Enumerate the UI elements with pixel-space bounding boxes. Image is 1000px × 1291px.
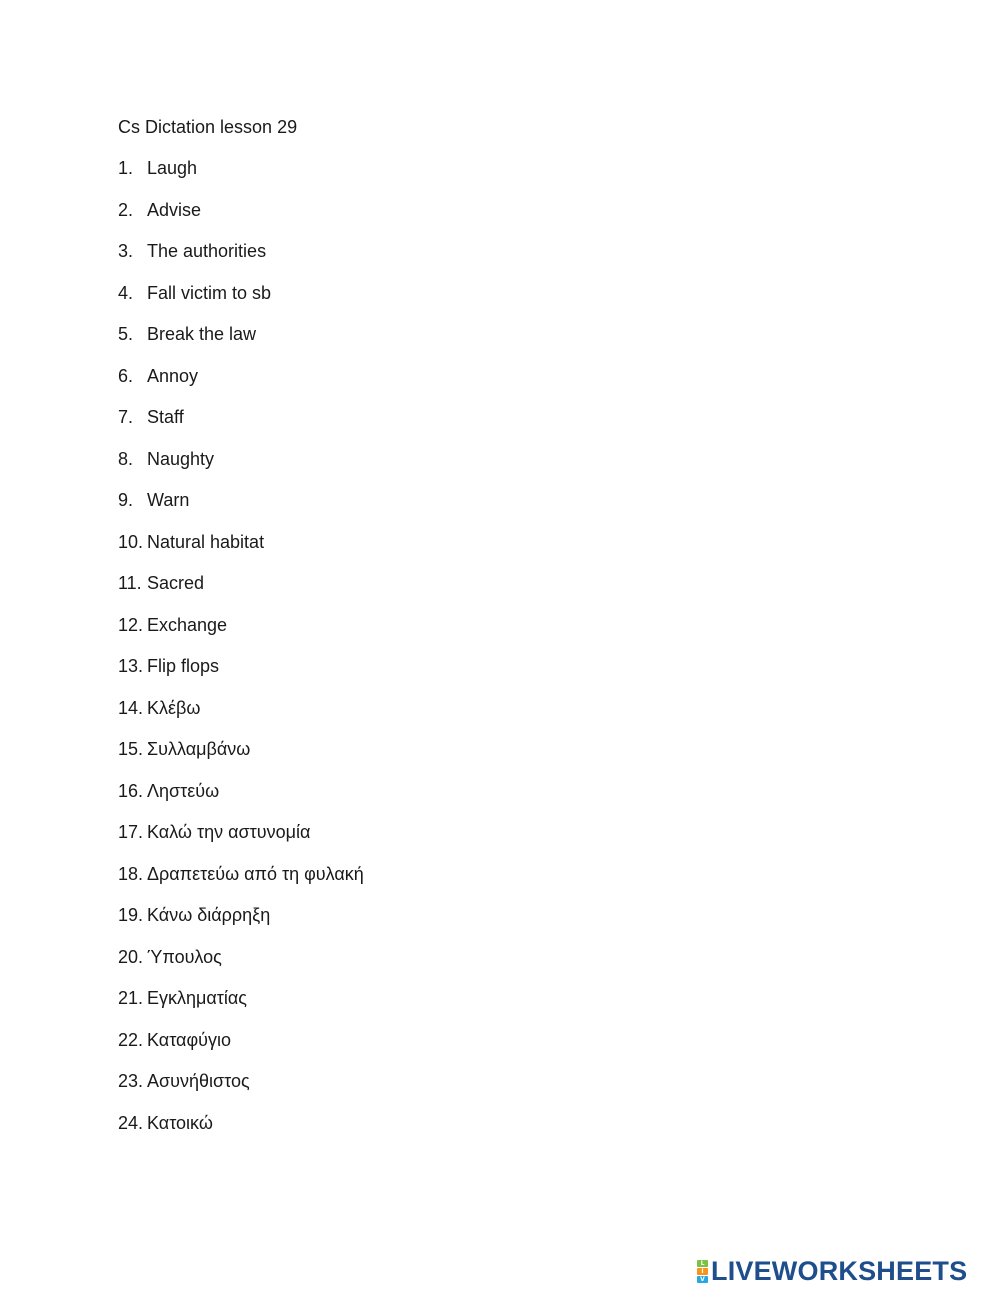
- list-item: [118, 987, 364, 1029]
- list-item: [118, 738, 364, 780]
- list-item: [118, 282, 364, 324]
- list-item-text: Κατοικώ: [147, 1112, 213, 1133]
- list-item-text: Natural habitat: [147, 531, 265, 552]
- list-item-number: 23.: [118, 1071, 144, 1091]
- list-item-text: Εγκληματίας: [147, 988, 247, 1008]
- word-list: [118, 157, 364, 1153]
- list-item: [118, 904, 364, 946]
- list-item-text: Καταφύγιο: [147, 1029, 231, 1050]
- list-item-number: 3.: [118, 241, 134, 261]
- list-item-text: Warn: [147, 490, 190, 510]
- list-item-text: Κάνω διάρρηξη: [147, 905, 271, 925]
- list-item-number: 17.: [118, 822, 144, 842]
- list-item-text: Break the law: [147, 324, 257, 344]
- list-item: [118, 240, 364, 282]
- list-item-number: 8.: [118, 448, 134, 469]
- logo-block-v: V: [697, 1276, 708, 1283]
- list-item-text: Κλέβω: [147, 697, 201, 718]
- list-item-number: 14.: [118, 697, 144, 718]
- list-item: [118, 821, 364, 863]
- list-item-text: Advise: [147, 199, 202, 220]
- list-item-number: 24.: [118, 1112, 144, 1133]
- list-item-text: Συλλαμβάνω: [147, 739, 251, 759]
- list-item: [118, 1029, 364, 1071]
- list-item-number: 19.: [118, 905, 144, 925]
- list-item-number: 20.: [118, 946, 144, 967]
- list-item-number: 4.: [118, 282, 134, 303]
- list-item-number: 15.: [118, 739, 144, 759]
- list-item-text: Laugh: [147, 158, 198, 178]
- list-item: [118, 489, 364, 531]
- logo-block-l: L: [697, 1260, 708, 1267]
- list-item: [118, 157, 364, 199]
- list-item-text: Sacred: [147, 573, 205, 593]
- list-item-number: 1.: [118, 158, 134, 178]
- list-item-text: The authorities: [147, 241, 267, 261]
- list-item-text: Καλώ την αστυνομία: [147, 822, 311, 842]
- list-item-number: 2.: [118, 199, 134, 220]
- list-item: [118, 531, 364, 573]
- list-item: [118, 655, 364, 697]
- list-item: [118, 448, 364, 490]
- list-item-number: 16.: [118, 780, 144, 801]
- list-item-text: Ασυνήθιστος: [147, 1071, 250, 1091]
- liveworksheets-logo: [697, 1256, 967, 1286]
- list-item-number: 12.: [118, 614, 144, 635]
- logo-text: LIVEWORKSHEETS: [711, 1256, 968, 1286]
- list-item-number: 9.: [118, 490, 134, 510]
- list-item-number: 22.: [118, 1029, 144, 1050]
- doc-title: Cs Dictation lesson 29: [118, 117, 298, 137]
- list-item: [118, 365, 364, 407]
- list-item: [118, 697, 364, 739]
- list-item: [118, 863, 364, 905]
- list-item: [118, 780, 364, 822]
- list-item-text: Exchange: [147, 614, 228, 635]
- list-item: [118, 323, 364, 365]
- list-item-number: 18.: [118, 863, 144, 884]
- list-item: [118, 946, 364, 988]
- logo-blocks-icon: [697, 1260, 708, 1283]
- list-item-number: 5.: [118, 324, 134, 344]
- list-item-text: Ύπουλος: [147, 946, 222, 967]
- list-item: [118, 199, 364, 241]
- list-item: [118, 1070, 364, 1112]
- list-item-number: 6.: [118, 365, 134, 386]
- list-item-number: 21.: [118, 988, 144, 1008]
- list-item: [118, 572, 364, 614]
- list-item-text: Ληστεύω: [147, 780, 220, 801]
- list-item: [118, 406, 364, 448]
- list-item-number: 11.: [118, 573, 142, 593]
- list-item-text: Δραπετεύω από τη φυλακή: [147, 863, 364, 884]
- list-item-text: Staff: [147, 407, 184, 427]
- list-item-number: 10.: [118, 531, 144, 552]
- list-item-text: Fall victim to sb: [147, 282, 272, 303]
- list-item-text: Naughty: [147, 448, 215, 469]
- list-item-number: 13.: [118, 656, 144, 676]
- logo-block-i: I: [697, 1268, 708, 1275]
- list-item-text: Flip flops: [147, 656, 220, 676]
- list-item-number: 7.: [118, 407, 134, 427]
- list-item: [118, 614, 364, 656]
- list-item: [118, 1112, 364, 1154]
- list-item-text: Annoy: [147, 365, 199, 386]
